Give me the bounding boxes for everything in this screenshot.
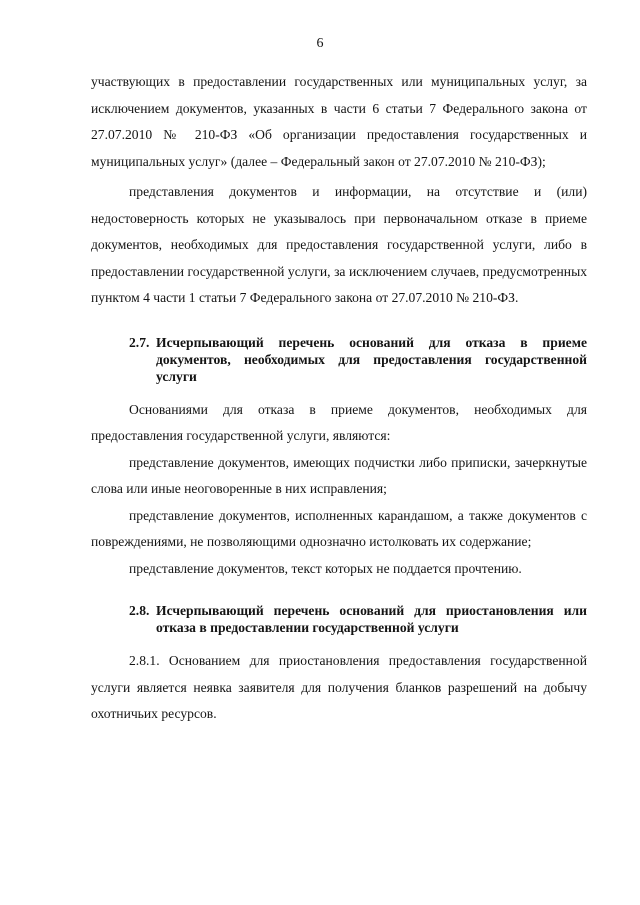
list-item: представление документов, исполненных карандашом, а также документов с повреждениями, не позволяющими однозначно истолковать их содержание; [91, 507, 587, 549]
section-number: 2.7. [129, 334, 150, 350]
paragraph-continuation: участвующих в предоставлении государственных или муниципальных услуг, за исключением документов, указанных в части 6 статьи 7 Федерального закона от 27.07.2010 № 210-ФЗ «Об организации предоставления государственных и муниципальных услуг» (далее – Федеральный закон от 27.07.2010 № 210-ФЗ); [91, 74, 587, 169]
section-heading-2-8 [91, 602, 587, 636]
page-number: 6 [316, 36, 324, 51]
section-title: Исчерпывающий перечень оснований для приостановления или отказа в предоставлении государственной услуги [156, 603, 587, 635]
section-heading-2-7 [91, 334, 587, 385]
paragraph-representation: представления документов и информации, на отсутствие и (или) недостоверность которых не указывалось при первоначальном отказе в приеме документов, необходимых для предоставления государственной услуги, либо в предоставлении государственной услуги, за исключением случаев, предусмотренных пунктом 4 части 1 статьи 7 Федерального закона от 27.07.2010 № 210-ФЗ. [91, 184, 587, 305]
section-number: 2.8. [129, 603, 150, 618]
document-body [91, 69, 587, 728]
section-title: Исчерпывающий перечень оснований для отказа в приеме документов, необходимых для предоставления государственной услуги [156, 334, 587, 384]
list-item: представление документов, имеющих подчистки либо приписки, зачеркнутые слова или иные неоговоренные в них исправления; [91, 454, 587, 496]
list-item: представление документов, текст которых не поддается прочтению. [129, 560, 522, 576]
paragraph-grounds: Основаниями для отказа в приеме документов, необходимых для предоставления государственной услуги, являются: [91, 401, 587, 443]
paragraph-2-8-1: 2.8.1. Основанием для приостановления предоставления государственной услуги является неявка заявителя для получения бланков разрешений на добычу охотничьих ресурсов. [91, 653, 587, 721]
